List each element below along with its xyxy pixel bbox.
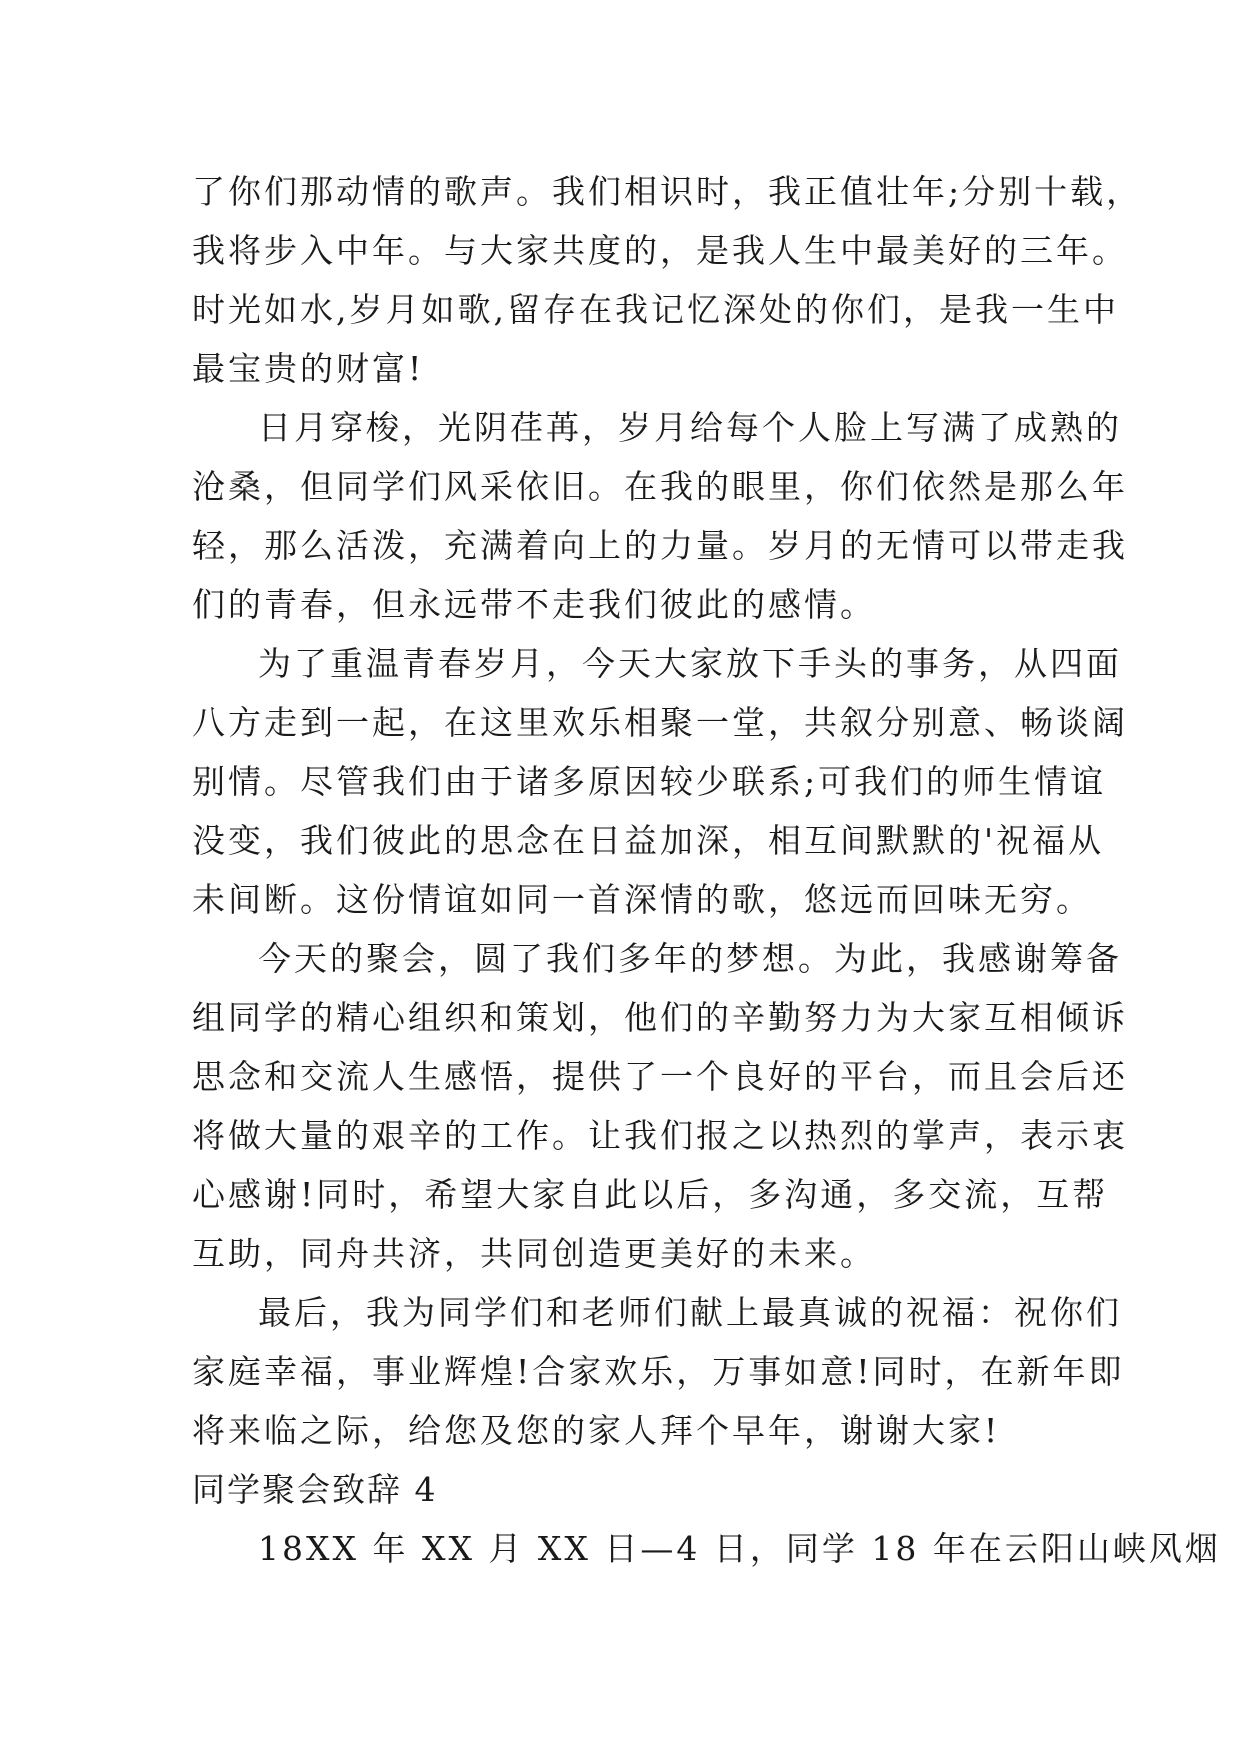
paragraph-line: 轻，那么活泼，充满着向上的力量。岁月的无情可以带走我 [192, 526, 1128, 565]
paragraph-line: 18XX 年 XX 月 XX 日—4 日，同学 18 年在云阳山峡风烟 [258, 1529, 1221, 1568]
paragraph-line: 时光如水,岁月如歌,留存在我记忆深处的你们，是我一生中 [192, 290, 1119, 329]
paragraph-line: 日月穿梭，光阴荏苒，岁月给每个人脸上写满了成熟的 [258, 408, 1122, 447]
section-heading: 同学聚会致辞 4 [192, 1470, 438, 1509]
paragraph-line: 今天的聚会，圆了我们多年的梦想。为此，我感谢筹备 [258, 939, 1122, 978]
paragraph-line: 别情。尽管我们由于诸多原因较少联系;可我们的师生情谊 [192, 762, 1107, 801]
paragraph-line: 最宝贵的财富! [192, 349, 425, 388]
paragraph-line: 将做大量的艰辛的工作。让我们报之以热烈的掌声，表示衷 [192, 1116, 1128, 1155]
paragraph-line: 将来临之际，给您及您的家人拜个早年，谢谢大家! [192, 1411, 1001, 1450]
paragraph-line: 心感谢!同时，希望大家自此以后，多沟通，多交流，互帮 [192, 1175, 1109, 1214]
paragraph-line: 未间断。这份情谊如同一首深情的歌，悠远而回味无穷。 [192, 880, 1092, 919]
paragraph-line: 们的青春，但永远带不走我们彼此的感情。 [192, 585, 876, 624]
paragraph-line: 家庭幸福，事业辉煌!合家欢乐，万事如意!同时，在新年即 [192, 1352, 1125, 1391]
paragraph-line: 八方走到一起，在这里欢乐相聚一堂，共叙分别意、畅谈阔 [192, 703, 1128, 742]
paragraph-line: 思念和交流人生感悟，提供了一个良好的平台，而且会后还 [192, 1057, 1128, 1096]
paragraph-line: 了你们那动情的歌声。我们相识时，我正值壮年;分别十载， [192, 172, 1143, 211]
paragraph-line: 组同学的精心组织和策划，他们的辛勤努力为大家互相倾诉 [192, 998, 1128, 1037]
document-body [192, 162, 1221, 1578]
paragraph-line: 没变，我们彼此的思念在日益加深，相互间默默的'祝福从 [192, 821, 1105, 860]
paragraph-line: 沧桑，但同学们风采依旧。在我的眼里，你们依然是那么年 [192, 467, 1128, 506]
paragraph-line: 我将步入中年。与大家共度的，是我人生中最美好的三年。 [192, 231, 1128, 270]
paragraph-line: 互助，同舟共济，共同创造更美好的未来。 [192, 1234, 876, 1273]
paragraph-line: 最后，我为同学们和老师们献上最真诚的祝福：祝你们 [258, 1293, 1122, 1332]
paragraph-line: 为了重温青春岁月，今天大家放下手头的事务，从四面 [258, 644, 1122, 683]
